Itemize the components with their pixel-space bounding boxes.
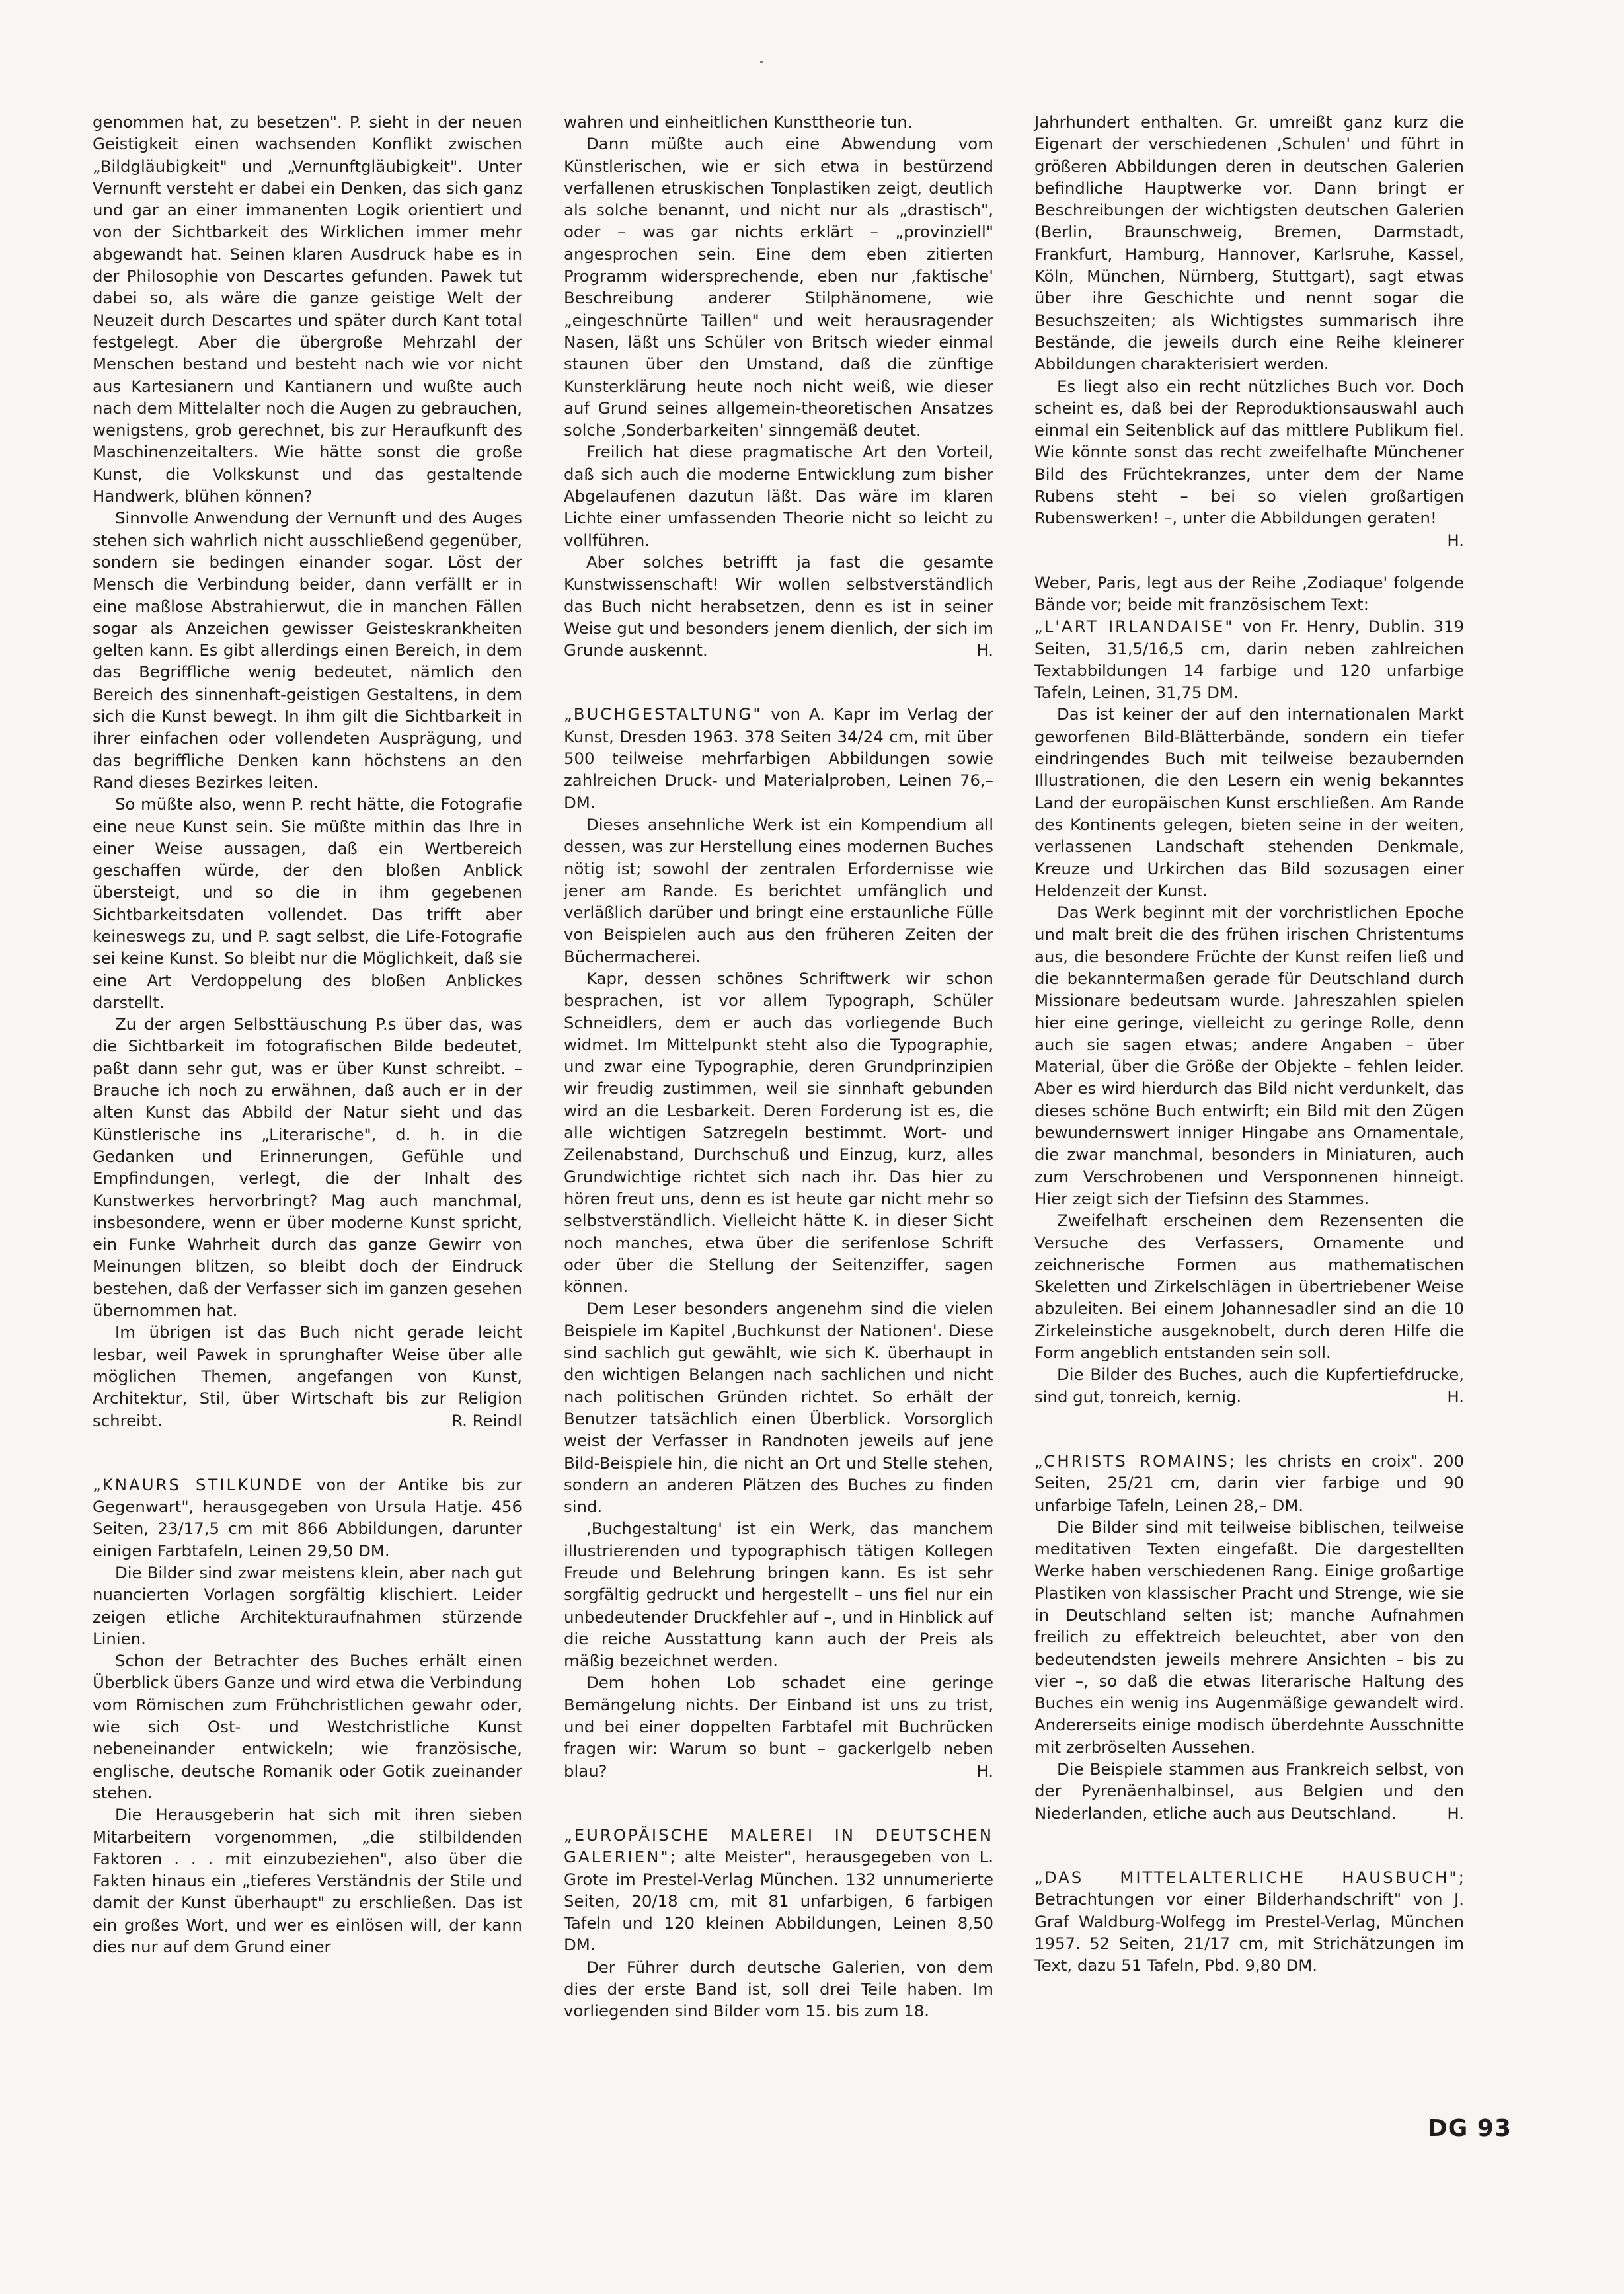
paragraph xyxy=(1034,1363,1464,1408)
paragraph: Das Werk beginnt mit der vorchristlichen Epoche und malt breit die des frühen irischen Christentums aus, die besondere Früchte der Kunst reifen ließ und die bekanntermaßen gerade für Deutschland durch Missionare bedeutsam wurde. Jahreszahlen spielen hier eine geringe, vielleicht zu geringe Rolle, denn auch sie sagen etwas; andere Angaben – über Material, über die Größe der Objekte – fehlen leider. Aber es wird hierdurch das Bild nicht verdunkelt, das dieses schöne Buch entwirft; ein Bild mit den Zügen bewundernswert inniger Hingabe ans Ornamentale, die zwar manchmal, besonders in Miniaturen, auch zum Verschrobenen und Versponnenen hinneigt. Hier zeigt sich der Tiefsinn des Stammes. xyxy=(1034,903,1464,1208)
paragraph-text: Die Bilder des Buches, auch die Kupfertiefdrucke, sind gut, tonreich, kernig. xyxy=(1034,1365,1464,1406)
book-details: von der Antike bis zur Gegenwart", herausgegeben von Ursula Hatje. 456 Seiten, 23/17,5 cm mit 866 Abbildungen, darunter einigen Farbtafeln, Leinen 29,50 DM. xyxy=(93,1474,522,1560)
author-signature: R. Reindl xyxy=(451,1410,522,1430)
paragraph: Dem Leser besonders angenehm sind die vielen Beispiele im Kapitel ‚Buchkunst der Nationen'. Diese sind sachlich gut gewählt, wie sich K. überhaupt in den wichtigen Belangen nach sachlichen und nicht nach politischen Gründen richtet. So erhält der Benutzer tatsächlich einen Überblick. Vorsorglich weist der Verfasser in Randnoten jeweils auf jene Bild-Beispiele hin, die nicht an Ort und Stelle stehen, sondern an anderen Plätzen des Buches zu finden sind. xyxy=(564,1299,993,1517)
author-signature: H. xyxy=(1447,530,1464,550)
book-details: ; alte Meister", herausgegeben von L. Grote im Prestel-Verlag München. 132 unnumerierte Seiten, 20/18 cm, mit 81 unfarbigen, 6 farbigen Tafeln und 120 kleinen Abbildungen, Leinen 8,50 DM. xyxy=(564,1847,993,1955)
publisher-intro: Weber, Paris, legt aus der Reihe ‚Zodiaque' folgende Bände vor; beide mit französischem Text: xyxy=(1034,572,1464,614)
paragraph-text: Im übrigen ist das Buch nicht gerade leicht lesbar, weil Pawek in sprunghafter Weise über alle möglichen Themen, angefangen von Kunst, Architektur, Stil, über Wirtschaft bis zur Religion schreibt. xyxy=(93,1322,522,1430)
paragraph: Dieses ansehnliche Werk ist ein Kompendium all dessen, was zur Herstellung eines modernen Buches nötig ist; sowohl der zentralen Erfordernisse wie jener am Rande. Es berichtet umfänglich und verläßlich darüber und bringt eine erstaunliche Fülle von Beispielen auch aus den früheren Zeiten der Büchermacherei. xyxy=(564,814,993,966)
paragraph: wahren und einheitlichen Kunsttheorie tun. xyxy=(564,112,913,132)
paragraph: Der Führer durch deutsche Galerien, von dem dies der erste Band ist, soll drei Teile haben. Im vorliegenden sind Bilder vom 15. bis zum 18. xyxy=(564,1957,993,2021)
author-signature: H. xyxy=(1447,1387,1464,1406)
paragraph xyxy=(564,551,993,661)
print-mark xyxy=(760,61,763,63)
author-signature: H. xyxy=(976,640,993,660)
paragraph: Die Herausgeberin hat sich mit ihren sieben Mitarbeitern vorgenommen, „die stilbildenden Faktoren . . . mit einzubeziehen", also über die Fakten hinaus ein „tieferes Verständnis der Stile und damit der Kunst überhaupt" zu erschließen. Das ist ein großes Wort, und wer es einlösen will, der kann dies nur auf dem Grund einer xyxy=(93,1805,522,1957)
paragraph: Die Bilder sind mit teilweise biblischen, teilweise meditativen Texten eingefaßt. Die dargestellten Werke haben verschiedenen Rang. Einige großartige Plastiken von klassischer Pracht und Strenge, wie sie in Deutschland selten ist; manche Aufnahmen freilich zu effektreich beleuchtet, aber von den bedeutendsten jeweils mehrere Ansichten – bis zu vier –, so daß die etwas literarische Haltung des Buches ein wenig ins Augenmäßige gewandelt wird. Andererseits einige modisch überdehnte Ausschnitte mit zerbröselten Aussehen. xyxy=(1034,1517,1464,1757)
page-number xyxy=(1428,2115,1512,2142)
paragraph: Jahrhundert enthalten. Gr. umreißt ganz kurz die Eigenart der verschiedenen ‚Schulen' und führt in größeren Abbildungen deren in deutschen Galerien befindliche Hauptwerke vor. Dann bringt er Beschreibungen der wichtigsten deutschen Galerien (Berlin, Braunschweig, Bremen, Darmstadt, Frankfurt, Hamburg, Hannover, Karlsruhe, Kassel, Köln, München, Nürnberg, Stuttgart), sagt etwas über ihre Geschichte und nennt sogar die Besuchszeiten; als Wichtigstes summarisch ihre Bestände, die jeweils durch eine Reihe kleinerer Abbildungen charakterisiert werden. xyxy=(1034,112,1464,374)
review-entry-header xyxy=(564,1824,993,1956)
paragraph xyxy=(1034,1758,1464,1824)
author-signature: H. xyxy=(1447,1803,1464,1823)
paragraph-text: Dem hohen Lob schadet eine geringe Bemängelung nichts. Der Einband ist uns zu trist, und bei einer doppelten Farbtafel mit Buchrücken fragen wir: Warum so bunt – gackerlgelb neben blau? xyxy=(564,1673,993,1780)
page-number-value: 93 xyxy=(1477,2115,1512,2142)
paragraph: Freilich hat diese pragmatische Art den Vorteil, daß sich auch die moderne Entwicklung zum bisher Abgelaufenen dazutun läßt. Das wäre im klaren Lichte einer umfassenden Theorie nicht so leicht zu vollführen. xyxy=(564,442,993,550)
book-details: von A. Kapr im Verlag der Kunst, Dresden 1963. 378 Seiten 34/24 cm, mit über 500 teilweise mehrfarbigen Abbildungen sowie zahlreichen Druck- und Materialproben, Leinen 76,– DM. xyxy=(564,705,993,812)
paragraph-text: Es liegt also ein recht nützliches Buch vor. Doch scheint es, daß bei der Reproduktionsauswahl auch einmal ein Seitenblick auf das mittlere Publikum fiel. Wie könnte sonst das recht zweifelhafte Münchener Bild des Früchtekranzes, unter dem der Name Rubens steht – bei so vielen großartigen Rubenswerken! –, unter die Abbildungen geraten! xyxy=(1034,376,1464,528)
paragraph: Zu der argen Selbsttäuschung P.s über das, was die Sichtbarkeit im fotografischen Bilde bedeutet, paßt dann sehr gut, was er über Kunst schreibt. – Brauche ich noch zu erwähnen, daß auch er in der alten Kunst das Abbild der Natur sieht und das Künstlerische ins „Literarische", d. h. in die Gedanken und Erinnerungen, Gefühle und Empfindungen, verlegt, die der Inhalt des Kunstwerkes hervorbringt? Mag auch manchmal, insbesondere, wenn er über moderne Kunst spricht, ein Funke Wahrheit durch das ganze Gewirr von Meinungen blitzen, so bleibt doch der Eindruck bestehen, daß der Verfasser sich im ganzen gesehen übernommen hat. xyxy=(93,1014,522,1320)
paragraph: Sinnvolle Anwendung der Vernunft und des Auges stehen sich wahrlich nicht ausschließend gegenüber, sondern sie bedingen einander sogar. Löst der Mensch die Verbindung beider, dann verfällt er in eine maßlose Abstrahierwut, die in manchen Fällen sogar als Anzeichen gewisser Geisteskrankheiten gelten kann. Es gibt allerdings einen Bereich, in dem das Begriffliche wenig bedeutet, nämlich den Bereich des sinnenhaft-geistigen Gestaltens, in dem sich die Kunst bewegt. In ihm gilt die Sichtbarkeit in ihrer einfachen oder vollendeten Ausprägung, und das begriffliche Denken kann höchstens an den Rand dieses Bezirkes leiten. xyxy=(93,508,522,792)
book-title: „KNAURS STILKUNDE xyxy=(93,1474,304,1494)
column-2 xyxy=(564,111,993,2022)
paragraph: So müßte also, wenn P. recht hätte, die Fotografie eine neue Kunst sein. Sie müßte mithin das Ihre in einer Weise aussagen, daß ein Wertbereich geschaffen würde, der den bloßen Anblick übersteigt, und so die in ihm gegebenen Sichtbarkeitsdaten vollendet. Das trifft aber keineswegs zu, und P. sagt selbst, die Life-Fotografie sei keine Kunst. So bleibt nur die Möglichkeit, daß sie eine Art Verdoppelung des bloßen Anblickes darstellt. xyxy=(93,794,522,1012)
author-signature: H. xyxy=(976,1761,993,1780)
book-details: von Fr. Henry, Dublin. 319 Seiten, 31,5/16,5 cm, darin neben zahlreichen Textabbildungen 14 farbige und 120 unfarbige Tafeln, Leinen, 31,75 DM. xyxy=(1034,617,1465,703)
paragraph-text: Die Beispiele stammen aus Frankreich selbst, von der Pyrenäenhalbinsel, aus Belgien und den Niederlanden, etliche auch aus Deutschland. xyxy=(1034,1759,1464,1823)
review-entry-header xyxy=(564,703,993,813)
book-title: „DAS MITTELALTERLICHE HAUSBUCH" xyxy=(1034,1867,1459,1887)
review-entry-header xyxy=(1034,1450,1464,1516)
paragraph-text: Aber solches betrifft ja fast die gesamte Kunstwissenschaft! Wir wollen selbstverständlich das Buch nicht herabsetzen, denn es ist in seiner Weise gut und besonders jenem dienlich, der sich im Grunde auskennt. xyxy=(564,552,993,660)
review-entry-header xyxy=(93,1474,522,1562)
paragraph xyxy=(1034,375,1464,550)
column-1 xyxy=(93,111,522,1958)
paragraph: Schon der Betrachter des Buches erhält einen Überblick übers Ganze und wird etwa die Verbindung vom Römischen zum Frühchristlichen gewahr oder, wie sich Ost- und Westchristliche Kunst nebeneinander entwickeln; wie französische, englische, deutsche Romanik oder Gotik zueinander stehen. xyxy=(93,1651,522,1802)
paragraph: Zweifelhaft erscheinen dem Rezensenten die Versuche des Verfassers, Ornamente und zeichnerische Formen aus mathematischen Skeletten und Zirkelschlägen in übertriebener Weise abzuleiten. Bei einem Johannesadler sind an die 10 Zirkeleinstiche ausgeknobelt, durch deren Hilfe die Form angeblich entstanden sein soll. xyxy=(1034,1211,1464,1363)
book-title: „EUROPÄISCHE MALEREI IN DEUTSCHEN GALERIEN" xyxy=(564,1825,993,1867)
book-title: „BUCHGESTALTUNG" xyxy=(564,705,763,724)
book-details: ; Betrachtungen vor einer Bilderhandschrift" von J. Graf Waldburg-Wolfegg im Prestel-Verlag, München 1957. 52 Seiten, 21/17 cm, mit Strichätzungen im Text, dazu 51 Tafeln, Pbd. 9,80 DM. xyxy=(1034,1867,1464,1975)
paragraph: ‚Buchgestaltung' ist ein Werk, das manchem illustrierenden und typographisch tätigen Kollegen Freude und Belehrung bringen kann. Es ist sehr sorgfältig gedruckt und hergestellt – uns fiel nur ein unbedeutender Druckfehler auf –, und in Hinblick auf die reiche Ausstattung kann auch der Preis als mäßig bezeichnet werden. xyxy=(564,1519,993,1671)
column-3 xyxy=(1034,111,1464,1976)
review-entry-header xyxy=(1034,1866,1464,1976)
book-details: ; les christs en croix". 200 Seiten, 25/21 cm, darin vier farbige und 90 unfarbige Tafeln, Leinen 28,– DM. xyxy=(1034,1451,1464,1515)
review-entry-header xyxy=(1034,615,1464,703)
paragraph xyxy=(93,1321,522,1431)
paragraph: Dann müßte auch eine Abwendung vom Künstlerischen, wie er sich etwa in bestürzend verfallenen etruskischen Tonplastiken zeigt, deutlich als solche benannt, und nicht nur als „drastisch", oder – was gar nichts erklärt – „provinziell" angesprochen sein. Eine dem eben zitierten Programm widersprechende, eben nur ‚faktische' Beschreibung anderer Stilphänomene, wie „eingeschnürte Taillen" und weit herausragender Nasen, läßt uns Schüler von Britsch wieder einmal staunen über den Umstand, daß die zünftige Kunsterklärung heute noch nicht weiß, wie dieser auf Grund seines allgemein-theoretischen Ansatzes solche ‚Sonderbarkeiten' sinngemäß deutet. xyxy=(564,134,993,440)
book-title: „CHRISTS ROMAINS xyxy=(1034,1451,1229,1471)
paragraph: Kapr, dessen schönes Schriftwerk wir schon besprachen, ist vor allem Typograph, Schüler Schneidlers, dem er auch das vorliegende Buch widmet. Im Mittelpunkt steht also die Typographie, und zwar eine Typographie, deren Grundprinzipien wir freudig zustimmen, weil sie sinnhaft gebunden wird an die Lesbarkeit. Deren Forderung ist es, die alle wichtigen Satzregeln bestimmt. Wort- und Zeilenabstand, Durchschuß und Einzug, kurz, alles Grundwichtige richtet sich nach ihr. Das hier zu hören freut uns, denn es ist heute gar nicht mehr so selbstverständlich. Vielleicht hätte K. in dieser Sicht noch manches, etwa über die serifenlose Schrift oder über die Stellung der Seitenziffer, sagen können. xyxy=(564,968,993,1297)
book-title: „L'ART IRLANDAISE" xyxy=(1034,617,1235,636)
paragraph: Die Bilder sind zwar meistens klein, aber nach gut nuancierten Vorlagen sorgfältig klischiert. Leider zeigen etliche Architekturaufnahmen stürzende Linien. xyxy=(93,1563,522,1648)
paragraph: Das ist keiner der auf den internationalen Markt geworfenen Bild-Blätterbände, sondern ein tiefer eindringendes Buch mit teilweise bezaubernden Illustrationen, die den Lesern ein wenig bekanntes Land der europäischen Kunst erschließen. Am Rande des Kontinents gelegen, bieten seine in der weiten, verlassenen Landschaft stehenden Denkmale, Kreuze und Urkirchen das Bild sozusagen einer Heldenzeit der Kunst. xyxy=(1034,705,1464,900)
paragraph xyxy=(564,1671,993,1781)
journal-abbrev: DG xyxy=(1427,2115,1469,2142)
paragraph: genommen hat, zu besetzen". P. sieht in der neuen Geistigkeit einen wachsenden Konflikt zwischen „Bildgläubigkeit" und „Vernunftgläubigkeit". Unter Vernunft versteht er dabei ein Denken, das sich ganz und gar an einer immanenten Logik orientiert und von der Sichtbarkeit des Wirklichen immer mehr abgewandt hat. Seinen klaren Ausdruck habe es in der Philosophie von Descartes gefunden. Pawek tut dabei so, als wäre die ganze geistige Welt der Neuzeit durch Descartes und später durch Kant total festgelegt. Aber die übergroße Mehrzahl der Menschen bestand und besteht nach wie vor nicht aus Kartesianern und Kantianern und wußte auch nach dem Mittelalter noch die Augen zu gebrauchen, wenigstens, grob gerechnet, bis zur Heraufkunft des Maschinenzeitalters. Wie hätte sonst die große Kunst, die Volkskunst und das gestaltende Handwerk, blühen können? xyxy=(93,112,522,506)
